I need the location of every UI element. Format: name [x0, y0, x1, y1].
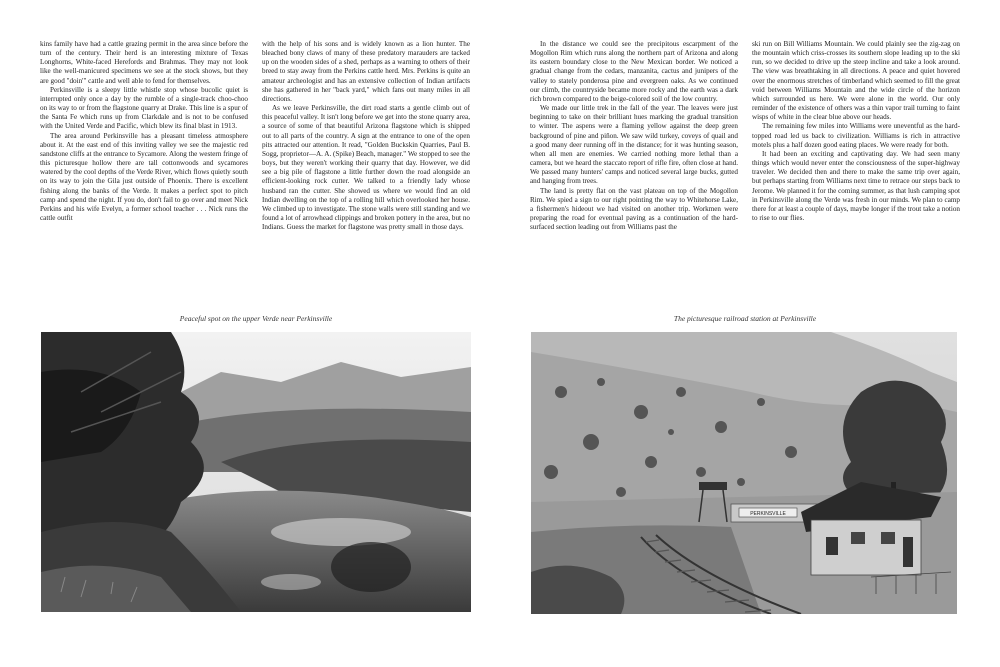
- text-column-2: [262, 40, 470, 290]
- photo-caption-left: Peaceful spot on the upper Verde near Perkinsville: [179, 314, 333, 323]
- text-column-4: [752, 40, 960, 290]
- paragraph: In the distance we could see the precipitous escarpment of the Mogollon Rim which runs along the northern part of Arizona and along its eastern boundary close to the New Mexican border. We noticed a gradual change from the cedars, manzanita, cactus and junipers of the valley to stately ponderosa pine and evergreen oaks. As we continued our climb, the countryside became more rocky and the earth was a dark rich brown compared to the beige-colored soil of the low country.: [530, 40, 738, 103]
- text-column-1: [40, 40, 248, 290]
- paragraph: The area around Perkinsville has a pleasant timeless atmosphere about it. At the east end of this inviting valley we see the majestic red sandstone cliffs at the entrance to Sycamore. Along the western fringe of this picturesque hollow there are tall cottonwoods and sycamores watered by the cool depths of the Verde River, which flows quietly south on its way to join the Gila just outside of Phoenix. There is excellent fishing along the banks of the Verde. It makes a perfect spot to pitch camp and spend the night. If you do, don't fail to go over and meet Nick Perkins and his wife Evelyn, a former school teacher . . . Nick runs the cattle outfit: [40, 131, 248, 222]
- paragraph: As we leave Perkinsville, the dirt road starts a gentle climb out of this peaceful valley. It isn't long before we get into the stone quarry area, a source of some of that beautiful Arizona flagstone which is shipped out to all parts of the country. A sign at the entrance to one of the open pits attracted our attention. It read, "Golden Buckskin Quarries, Paul B. Sogg, proprietor—A. A. (Spike) Beach, manager." We stopped to see the boys, but they weren't working their quarry that day. However, we did see a big pile of flagstone a little further down the road alongside an efficient-looking rock cutter. We talked to a friendly lady whose husband ran the cutter. She showed us where we would find an old Indian dwelling on the top of a rolling hill which overlooked her house. We climbed up to investigate. The stone walls were still standing and we found a lot of arrowhead clippings and broken pottery in the area, but no Indians. Guess the market for flagstone was pretty small in those days.: [262, 104, 470, 232]
- paragraph: The remaining few miles into Williams were uneventful as the hard-topped road led us back to civilization. Williams is rich in attractive motels plus a half dozen good eating places. We were ready for both.: [752, 122, 960, 149]
- paragraph: It had been an exciting and captivating day. We had seen many things which would never enter the consciousness of the super-highway traveler. We decided then and there to make the same trip over again, but perhaps starting from Williams next time to retrace our steps back to Jerome. We planned it for the coming summer, as that lush camping spot in Perkinsville along the Verde was fresh in our minds. We plan to camp there for at least a couple of days, maybe longer if the trout take a notion to rise to our flies.: [752, 149, 960, 222]
- paragraph: kins family have had a cattle grazing permit in the area since before the turn of the century. Their herd is an interesting mixture of Texas Longhorns, White-faced Herefords and Brahmas. They may not look like the well-manicured specimens we see at the stock shows, but they are good "doin'" cattle and well able to fend for themselves.: [40, 40, 248, 85]
- photo-verde-river: [41, 332, 471, 612]
- paragraph: with the help of his sons and is widely known as a lion hunter. The bleached bony claws of many of these predatory marauders are tacked up on the wooden sides of a shed, perhaps as a warning to others of their breed to stay away from the Perkins cattle herd. Mrs. Perkins is quite an amateur archeologist and has an extensive collection of Indian artifacts she has gathered in her "back yard," which fans out many miles in all directions.: [262, 40, 470, 103]
- paragraph: Perkinsville is a sleepy little whistle stop whose bucolic quiet is interrupted only once a day by the rumble of a single-track choo-choo on its way to or from the flagstone quarry at Drake. This line is a spur of the Santa Fe which runs up from Clarkdale and is not to be confused with the United Verde and Pacific, which blew its final blast in 1913.: [40, 85, 248, 131]
- paragraph: We made our little trek in the fall of the year. The leaves were just beginning to take on their brilliant hues marking the gradual transition to winter. The aspens were a flaming yellow against the deep green background of pine and piñon. We saw wild turkey, coveys of quail and a good many deer running off in the distance; for it was hunting season, when all men are enemies. We carried nothing more lethal than a camera, but we heard the staccato report of rifle fire, often close at hand. We passed many hunters' camps and noticed several large bucks, gutted and hanging from trees.: [530, 104, 738, 186]
- photo-caption-right: The picturesque railroad station at Perkinsville: [673, 314, 817, 323]
- photo-railroad-station: [531, 332, 957, 614]
- paragraph: ski run on Bill Williams Mountain. We could plainly see the zig-zag on the mountain which criss-crosses its southern slope leading up to the ski run, so we decided to drive up the steep incline and take a look around. The view was breathtaking in all directions. A peace and quiet hovered over the enormous stretches of timberland which seemed to fill the great void between Williams Mountain and the wide circle of the horizon which surrounded us here. We were alone in the world. Our only reminder of the existence of others was a thin vapor trail turning to faint wisps of white in the clear blue above our heads.: [752, 40, 960, 122]
- station-sign: PERKINSVILLE: [750, 511, 786, 517]
- text-column-3: [530, 40, 738, 290]
- paragraph: The land is pretty flat on the vast plateau on top of the Mogollon Rim. We spied a sign to our right pointing the way to Whitehorse Lake, a fishermen's hideout we had visited on another trip. Workmen were preparing the road for eventual paving as a continuation of the hard-surfaced section leading out from Williams past the: [530, 186, 738, 232]
